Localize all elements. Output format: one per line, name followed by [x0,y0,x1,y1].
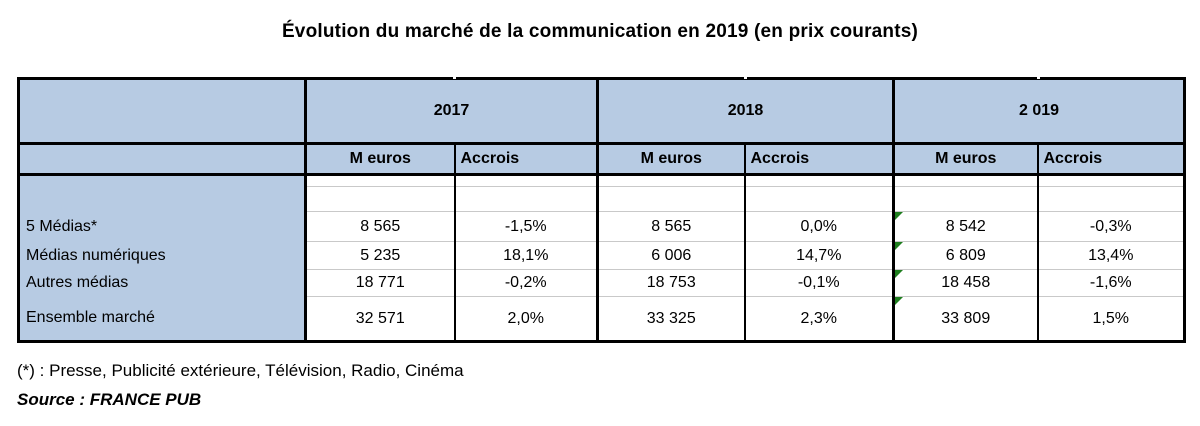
table-row-5-medias [19,212,1185,242]
cell-2019-m-euros: 18 458 [894,270,1038,297]
cell-2017-m-euros: 32 571 [306,297,455,342]
year-header-2019: 2 019 [894,79,1185,144]
table-row-medias-numeriques [19,242,1185,270]
cell-2018-accrois: 2,3% [745,297,894,342]
header-2019-accrois: Accrois [1038,144,1185,175]
cell-2017-accrois: 2,0% [455,297,598,342]
table-row-ensemble-marche [19,297,1185,342]
source: Source : FRANCE PUB [17,390,202,409]
error-indicator-icon [895,242,903,250]
cell-2019-accrois: 13,4% [1038,242,1185,270]
header-2018-accrois: Accrois [745,144,894,175]
error-indicator-icon [895,270,903,278]
cell-2019-m-euros: 33 809 [894,297,1038,342]
footnote: (*) : Presse, Publicité extérieure, Télévision, Radio, Cinéma [17,361,464,380]
communication-market-table [17,77,1186,343]
spacer-row [19,187,1185,212]
cell-2017-accrois: -0,2% [455,270,598,297]
cell-2017-m-euros: 18 771 [306,270,455,297]
border-gap [453,77,456,79]
row-label: 5 Médias* [19,212,306,242]
row-label: Médias numériques [19,242,306,270]
cell-2017-m-euros: 8 565 [306,212,455,242]
error-indicator-icon [895,297,903,305]
cell-2017-accrois: -1,5% [455,212,598,242]
cell-2019-accrois: 1,5% [1038,297,1185,342]
table-row-autres-medias [19,270,1185,297]
corner-cell [19,144,306,175]
cell-2018-m-euros: 8 565 [598,212,745,242]
cell-2018-accrois: 0,0% [745,212,894,242]
cell-2017-m-euros: 5 235 [306,242,455,270]
cell-2017-accrois: 18,1% [455,242,598,270]
cell-2019-m-euros: 6 809 [894,242,1038,270]
cell-2019-m-euros: 8 542 [894,212,1038,242]
cell-2018-accrois: 14,7% [745,242,894,270]
communication-market-table-wrap [17,77,1186,343]
year-header-row [19,79,1185,144]
cell-2018-m-euros: 33 325 [598,297,745,342]
year-header-2017: 2017 [306,79,598,144]
cell-2018-accrois: -0,1% [745,270,894,297]
cell-2018-m-euros: 18 753 [598,270,745,297]
cell-2019-accrois: -0,3% [1038,212,1185,242]
sub-header-row [19,144,1185,175]
spacer-row [19,175,1185,187]
header-2018-m-euros: M euros [598,144,745,175]
page-title: Évolution du marché de la communication en 2019 (en prix courants) [281,21,919,42]
error-indicator-icon [895,212,903,220]
header-2017-m-euros: M euros [306,144,455,175]
border-gap [1037,77,1040,79]
row-label: Ensemble marché [19,297,306,342]
year-header-2018: 2018 [598,79,894,144]
header-2017-accrois: Accrois [455,144,598,175]
corner-cell [19,79,306,144]
row-label: Autres médias [19,270,306,297]
cell-2018-m-euros: 6 006 [598,242,745,270]
border-gap [744,77,747,79]
cell-2019-accrois: -1,6% [1038,270,1185,297]
header-2019-m-euros: M euros [894,144,1038,175]
